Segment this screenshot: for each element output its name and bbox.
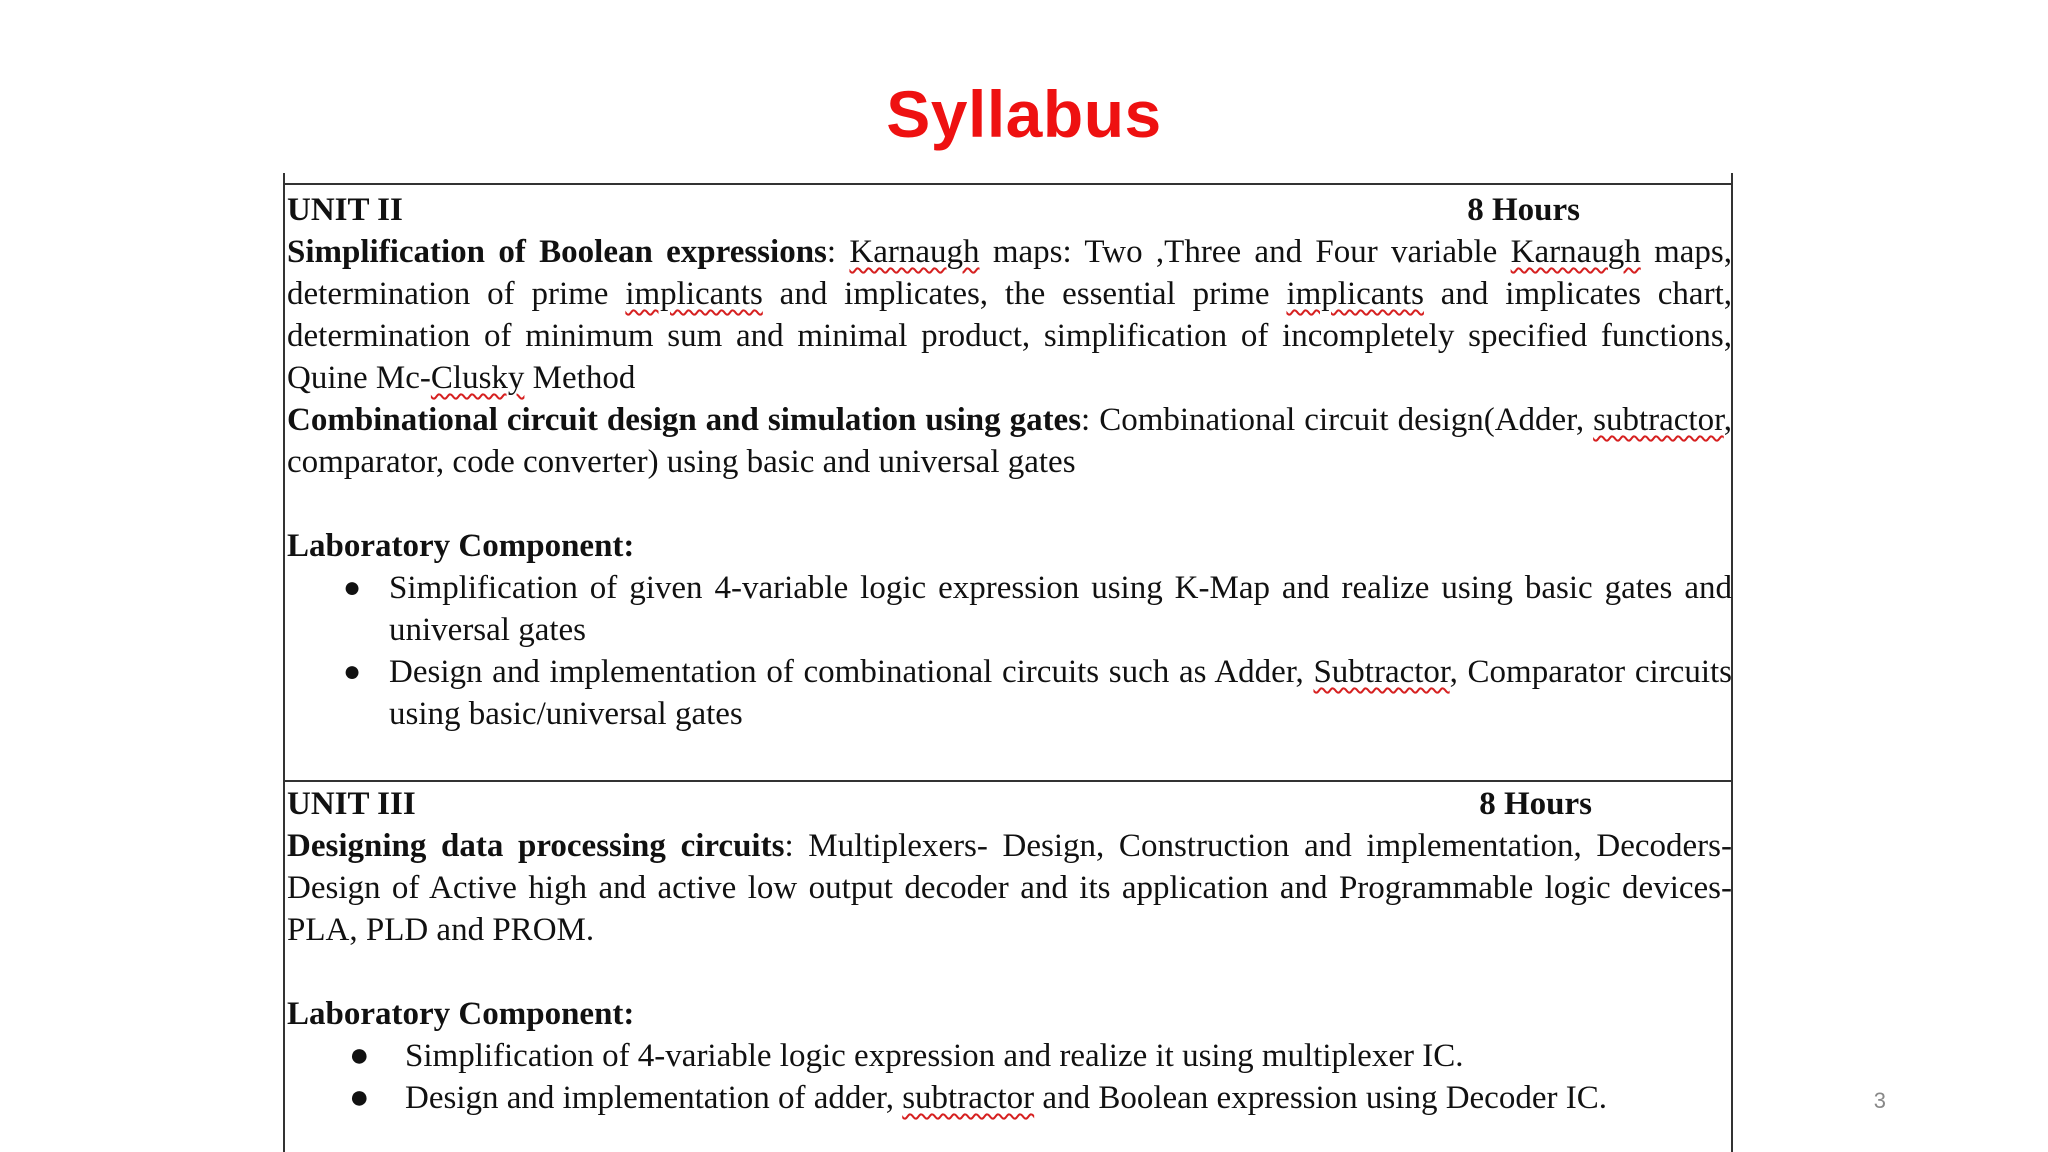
topic-label: Simplification of Boolean expressions xyxy=(287,234,827,270)
unit-header xyxy=(287,783,1732,825)
unit-hours: 8 Hours xyxy=(1479,786,1592,822)
list-item xyxy=(287,1035,1732,1077)
page-number: 3 xyxy=(1873,1088,1886,1113)
lab-list xyxy=(287,567,1732,735)
topic-text: : Karnaugh maps: Two ,Three and Four variable Karnaugh maps, determination of prime implicants and implicates, the essential prime implicants and implicates chart, determination of minimum sum and minimal product, simplification of incompletely specified functions, Quine Mc-Clusky Method xyxy=(287,234,1732,396)
table-border-tick xyxy=(283,173,285,185)
spellcheck-flag: subtractor xyxy=(902,1080,1035,1116)
list-item xyxy=(287,651,1732,735)
list-item-text: Design and implementation of adder, subtractor and Boolean expression using Decoder IC. xyxy=(405,1080,1607,1116)
topic-paragraph xyxy=(287,231,1732,399)
spacer xyxy=(287,483,1732,525)
topic-label: Designing data processing circuits xyxy=(287,828,785,864)
spellcheck-flag: Subtractor xyxy=(1313,654,1450,690)
topic-paragraph xyxy=(287,825,1732,951)
slide-title: Syllabus xyxy=(886,77,1162,151)
topic-text: : Multiplexers- Design, Construction and implementation, Decoders- Design of Active high and active low output decoder and its application and Programmable logic devices- PLA, PLD and PROM. xyxy=(287,828,1732,948)
lab-list xyxy=(287,1035,1732,1119)
topic-paragraph xyxy=(287,399,1732,483)
list-item xyxy=(287,567,1732,651)
unit-ii-section xyxy=(287,189,1732,735)
spellcheck-flag: Karnaugh xyxy=(849,234,980,270)
list-item xyxy=(287,1077,1732,1119)
unit-iii-section xyxy=(287,783,1732,1119)
spacer xyxy=(287,951,1732,993)
lab-heading: Laboratory Component: xyxy=(287,996,635,1032)
unit-header xyxy=(287,189,1732,231)
table-border-tick xyxy=(1731,173,1733,185)
list-item-text: Simplification of 4-variable logic expression and realize it using multiplexer IC. xyxy=(405,1038,1464,1074)
unit-hours: 8 Hours xyxy=(1467,192,1580,228)
unit-title: UNIT II xyxy=(287,192,403,228)
spellcheck-flag: Karnaugh xyxy=(1510,234,1641,270)
bullet-icon: ● xyxy=(349,1037,370,1074)
lab-heading: Laboratory Component: xyxy=(287,528,635,564)
unit-divider xyxy=(285,780,1731,782)
list-item-text: Simplification of given 4-variable logic expression using K-Map and realize using basic gates and universal gates xyxy=(389,570,1732,648)
topic-text: : Combinational circuit design(Adder, subtractor, comparator, code converter) using basic and universal gates xyxy=(287,402,1732,480)
spellcheck-flag: subtractor xyxy=(1593,402,1724,438)
list-item-text: Design and implementation of combinational circuits such as Adder, Subtractor, Comparator circuits using basic/universal gates xyxy=(389,654,1732,732)
bullet-icon: ● xyxy=(349,1079,370,1116)
bullet-icon: ● xyxy=(343,655,362,688)
syllabus-table xyxy=(283,183,1733,1152)
spellcheck-flag: Clusky xyxy=(430,360,525,396)
unit-title: UNIT III xyxy=(287,786,416,822)
bullet-icon: ● xyxy=(343,571,362,604)
spellcheck-flag: implicants xyxy=(1286,276,1424,312)
spellcheck-flag: implicants xyxy=(625,276,763,312)
topic-label: Combinational circuit design and simulation using gates xyxy=(287,402,1082,438)
